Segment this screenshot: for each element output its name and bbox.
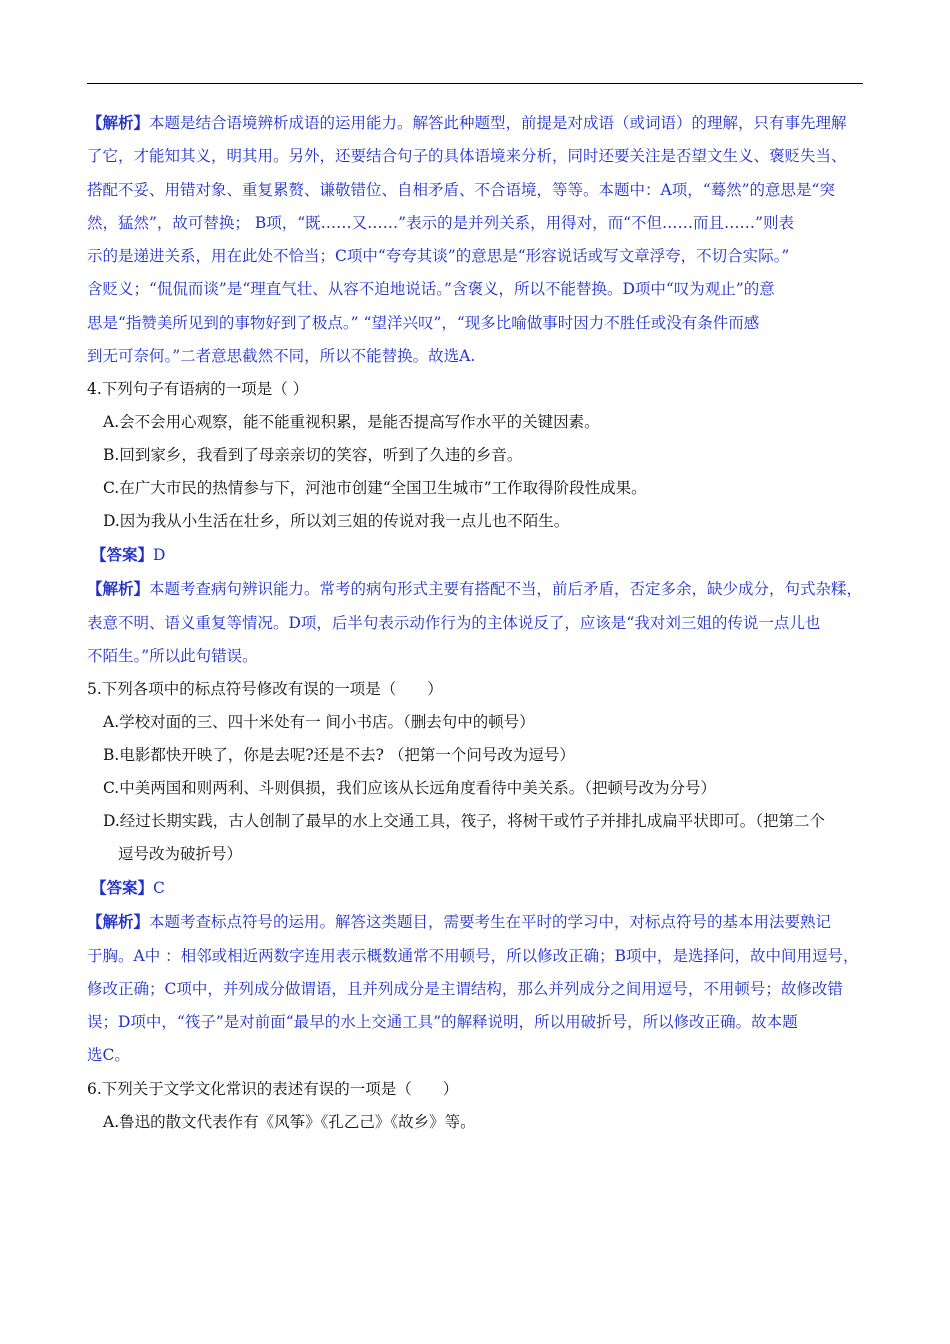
analysis-line: 然，猛然”，故可替换； B项，“既……又……”表示的是并列关系，用得对，而“不但……而且……”则表	[87, 213, 794, 232]
question-5-answer	[87, 871, 867, 905]
question-4-answer	[87, 538, 867, 572]
analysis-line: 于胸。A中 ：相邻或相近两数字连用表示概数通常不用顿号，所以修改正确；B项中，是选择问，故中间用逗号，	[87, 946, 859, 965]
analysis-block-q5	[87, 905, 867, 1072]
analysis-line: 搭配不妥、用错对象、重复累赘、谦敬错位、自相矛盾、不合语境，等等。本题中：A项，“蓦然”的意思是“突	[87, 180, 835, 199]
answer-tag: 【答案】	[91, 545, 154, 565]
question-5-option-c: C.中美两国和则两利、斗则俱损，我们应该从长远角度看待中美关系。（把顿号改为分号）	[103, 779, 716, 798]
analysis-line: 表意不明、语义重复等情况。D项，后半句表示动作行为的主体说反了，应该是“我对刘三姐的传说一点儿也	[87, 613, 821, 632]
analysis-line: 本题考查标点符号的运用。解答这类题目，需要考生在平时的学习中，对标点符号的基本用法要熟记	[149, 913, 832, 932]
analysis-block-q4	[87, 572, 867, 673]
analysis-tag: 【解析】	[87, 579, 150, 599]
analysis-line: 思是“指赞美所见到的事物好到了极点。” “望洋兴叹”，“现多比喻做事时因力不胜任或没有条件而感	[87, 313, 760, 332]
answer-value: C	[153, 879, 165, 898]
question-4-stem: 4.下列句子有语病的一项是（ ）	[87, 380, 309, 399]
question-4-option-c: C.在广大市民的热情参与下，河池市创建“全国卫生城市”工作取得阶段性成果。	[103, 479, 647, 498]
analysis-line: 了它，才能知其义，明其用。另外，还要结合句子的具体语境来分析，同时还要关注是否望文生义、褒贬失当、	[87, 147, 847, 166]
question-5-stem: 5.下列各项中的标点符号修改有误的一项是（ ）	[87, 680, 443, 699]
question-5-option-a: A.学校对面的三、四十米处有一 间小书店。（删去句中的顿号）	[103, 713, 535, 732]
question-6-stem: 6.下列关于文学文化常识的表述有误的一项是（ ）	[87, 1079, 459, 1098]
analysis-line: 本题是结合语境辨析成语的运用能力。解答此种题型，前提是对成语（或词语）的理解，只有事先理解	[149, 114, 847, 132]
question-5-option-b: B.电影都快开映了，你是去呢?还是不去? （把第一个问号改为逗号）	[103, 746, 575, 765]
analysis-line: 误；D项中，“筏子”是对前面“最早的水上交通工具”的解释说明，所以用破折号，所以修改正确。故本题	[87, 1013, 798, 1032]
analysis-line: 修改正确；C项中，并列成分做谓语，且并列成分是主谓结构，那么并列成分之间用逗号，不用顿号；故修改错	[87, 979, 843, 998]
analysis-block-q3	[87, 106, 867, 373]
header-rule	[87, 83, 863, 84]
question-5-option-d: D.经过长期实践，古人创制了最早的水上交通工具，筏子，将树干或竹子并排扎成扁平状即可。（把第二个	[103, 812, 826, 831]
document-body	[87, 106, 867, 1139]
analysis-line: 选C。	[87, 1046, 130, 1065]
answer-tag: 【答案】	[91, 878, 154, 898]
analysis-tag: 【解析】	[87, 113, 150, 132]
question-4-option-a: A.会不会用心观察，能不能重视积累，是能否提高写作水平的关键因素。	[103, 413, 600, 432]
question-5-option-d-continued: 逗号改为破折号）	[118, 845, 243, 864]
analysis-line: 到无可奈何。”二者意思截然不同，所以不能替换。故选A.	[87, 347, 476, 366]
question-4-option-d: D.因为我从小生活在壮乡，所以刘三姐的传说对我一点儿也不陌生。	[103, 512, 570, 531]
question-4-option-b: B.回到家乡，我看到了母亲亲切的笑容，听到了久违的乡音。	[103, 446, 523, 465]
analysis-tag: 【解析】	[87, 912, 150, 932]
answer-value: D	[153, 546, 166, 565]
analysis-line: 含贬义；“侃侃而谈”是“理直气壮、从容不迫地说话。”含褒义，所以不能替换。D项中“叹为观止”的意	[87, 280, 775, 299]
analysis-line: 本题考查病句辨识能力。常考的病句形式主要有搭配不当，前后矛盾，否定多余，缺少成分，句式杂糅，	[149, 580, 863, 599]
question-6-option-a: A.鲁迅的散文代表作有《风筝》《孔乙己》《故乡》等。	[103, 1112, 476, 1131]
analysis-line: 不陌生。”所以此句错误。	[87, 646, 258, 665]
analysis-line: 示的是递进关系，用在此处不恰当；C项中“夸夸其谈”的意思是“形容说话或写文章浮夸，不切合实际。”	[87, 247, 790, 266]
